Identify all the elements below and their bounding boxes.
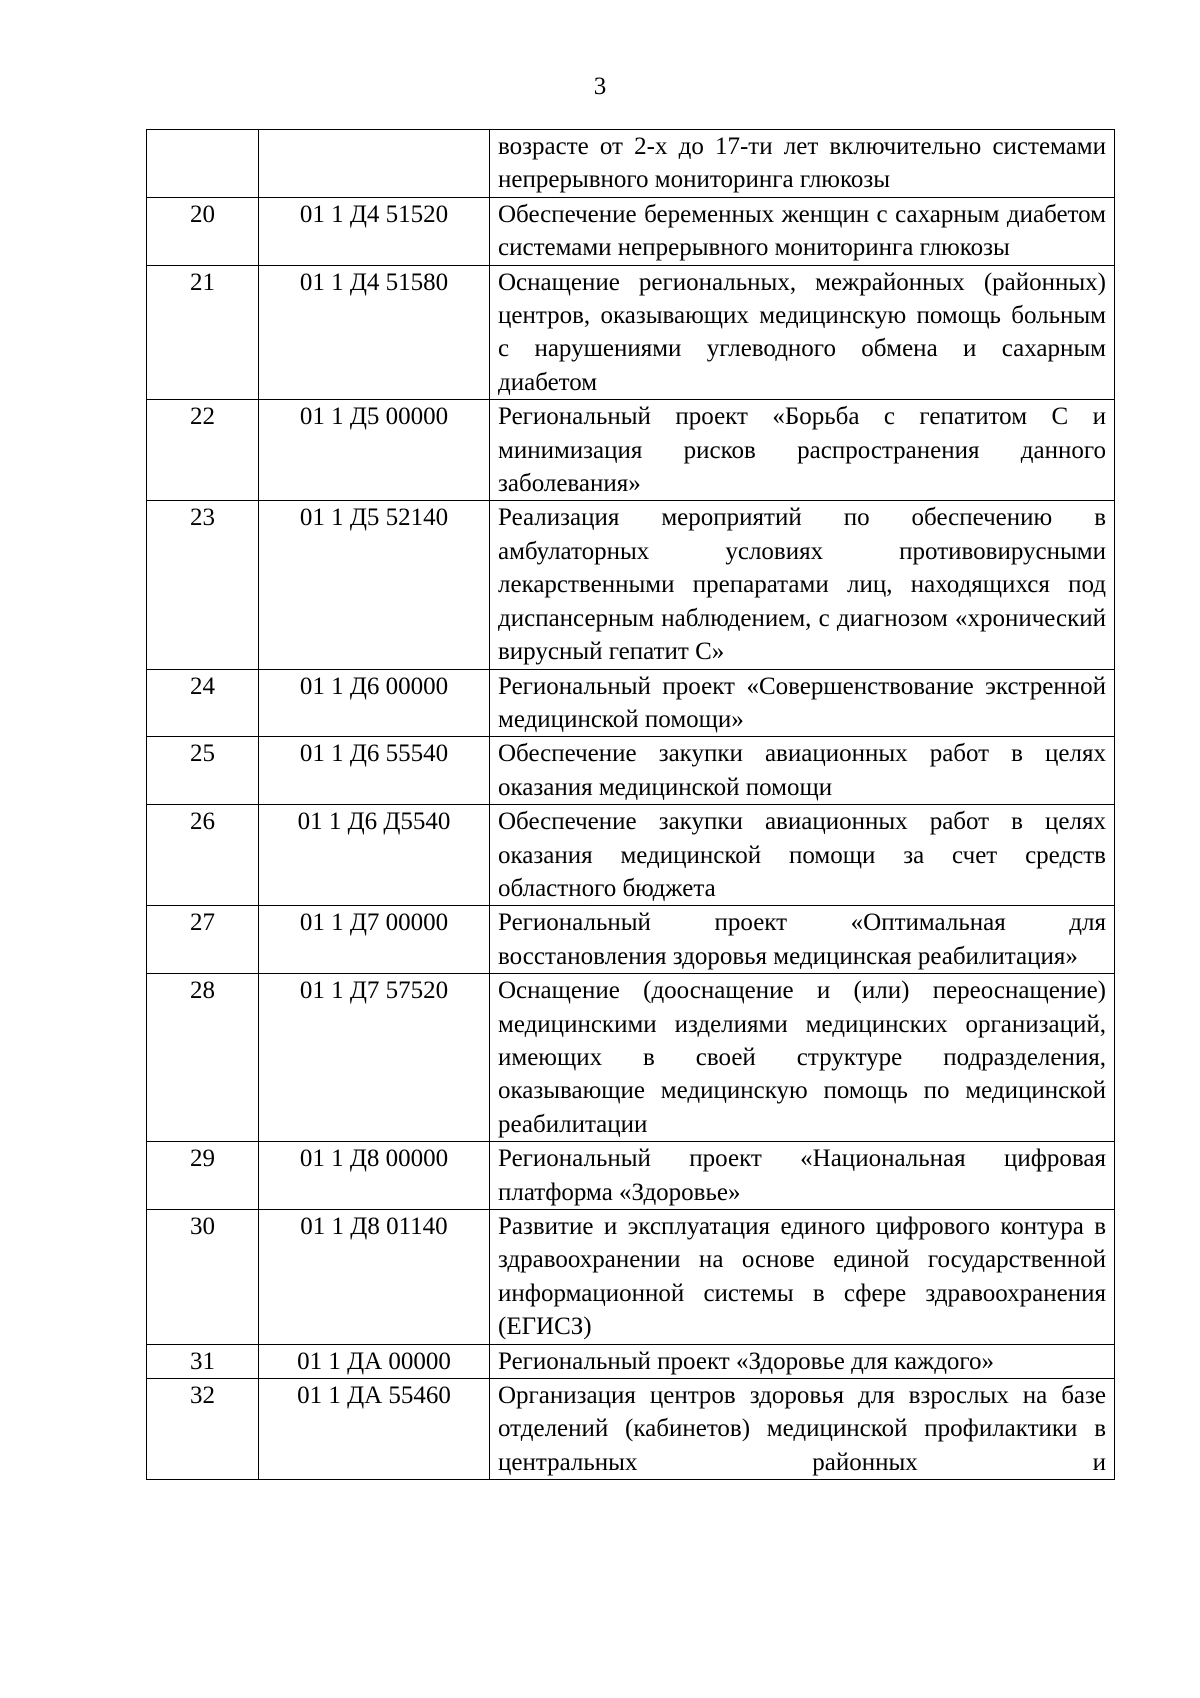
row-number-cell: 21 [147,265,259,400]
item-name-cell: Реализация мероприятий по обеспечению в амбулаторных условиях противовирусными лекарственными препаратами лиц, находящихся под диспансерным наблюдением, с диагнозом «хронический вирусный гепатит С» [490,501,1115,669]
row-number-cell: 23 [147,501,259,669]
classification-code-cell: 01 1 ДА 00000 [259,1344,490,1378]
page-number: 3 [593,73,607,100]
row-number-cell: 27 [147,906,259,974]
table-row [147,737,1115,805]
table-row [147,265,1115,400]
row-number-cell: 30 [147,1210,259,1345]
item-name-cell: Развитие и эксплуатация единого цифрового контура в здравоохранении на основе единой государственной информационной системы в сфере здравоохранения (ЕГИСЗ) [490,1210,1115,1345]
item-name-cell: Оснащение (дооснащение и (или) переоснащение) медицинскими изделиями медицинских организаций, имеющих в своей структуре подразделения, оказывающие медицинскую помощь по медицинской реабилитации [490,974,1115,1142]
table-row [147,1344,1115,1378]
table-row [147,501,1115,669]
table-row [147,669,1115,737]
item-name-cell: Обеспечение беременных женщин с сахарным диабетом системами непрерывного мониторинга глюкозы [490,197,1115,265]
item-name-cell: Оснащение региональных, межрайонных (районных) центров, оказывающих медицинскую помощь больным с нарушениями углеводного обмена и сахарным диабетом [490,265,1115,400]
classification-code-cell: 01 1 Д6 55540 [259,737,490,805]
classification-code-cell: 01 1 ДА 55460 [259,1379,490,1480]
item-name-cell: Региональный проект «Совершенствование экстренной медицинской помощи» [490,669,1115,737]
item-name-cell: возрасте от 2-х до 17-ти лет включительно системами непрерывного мониторинга глюкозы [490,130,1115,198]
item-name-cell: Региональный проект «Национальная цифровая платформа «Здоровье» [490,1142,1115,1210]
classification-code-cell: 01 1 Д6 00000 [259,669,490,737]
row-number-cell [147,130,259,198]
item-name-cell: Обеспечение закупки авиационных работ в целях оказания медицинской помощи [490,737,1115,805]
classification-code-cell: 01 1 Д6 Д5540 [259,805,490,906]
classification-code-cell: 01 1 Д7 00000 [259,906,490,974]
row-number-cell: 31 [147,1344,259,1378]
row-number-cell: 20 [147,197,259,265]
table-row [147,400,1115,501]
classification-code-cell: 01 1 Д7 57520 [259,974,490,1142]
classification-code-cell: 01 1 Д5 00000 [259,400,490,501]
budget-classification-table [146,129,1115,1480]
table-row [147,1379,1115,1480]
row-number-cell: 24 [147,669,259,737]
classification-code-cell: 01 1 Д8 01140 [259,1210,490,1345]
item-name-cell: Региональный проект «Оптимальная для восстановления здоровья медицинская реабилитация» [490,906,1115,974]
classification-code-cell: 01 1 Д4 51520 [259,197,490,265]
table-row [147,130,1115,198]
row-number-cell: 25 [147,737,259,805]
row-number-cell: 28 [147,974,259,1142]
classification-code-cell: 01 1 Д5 52140 [259,501,490,669]
item-name-cell: Обеспечение закупки авиационных работ в целях оказания медицинской помощи за счет средств областного бюджета [490,805,1115,906]
classification-code-cell: 01 1 Д4 51580 [259,265,490,400]
table-row [147,1142,1115,1210]
row-number-cell: 32 [147,1379,259,1480]
item-name-cell: Региональный проект «Борьба с гепатитом С и минимизация рисков распространения данного заболевания» [490,400,1115,501]
classification-code-cell [259,130,490,198]
table-row [147,1210,1115,1345]
classification-code-cell: 01 1 Д8 00000 [259,1142,490,1210]
table-row [147,974,1115,1142]
item-name-cell: Организация центров здоровья для взрослых на базе отделений (кабинетов) медицинской профилактики в центральных районных и [490,1379,1115,1480]
table-row [147,805,1115,906]
row-number-cell: 22 [147,400,259,501]
item-name-cell: Региональный проект «Здоровье для каждого» [490,1344,1115,1378]
row-number-cell: 29 [147,1142,259,1210]
table-row [147,906,1115,974]
row-number-cell: 26 [147,805,259,906]
table-row [147,197,1115,265]
